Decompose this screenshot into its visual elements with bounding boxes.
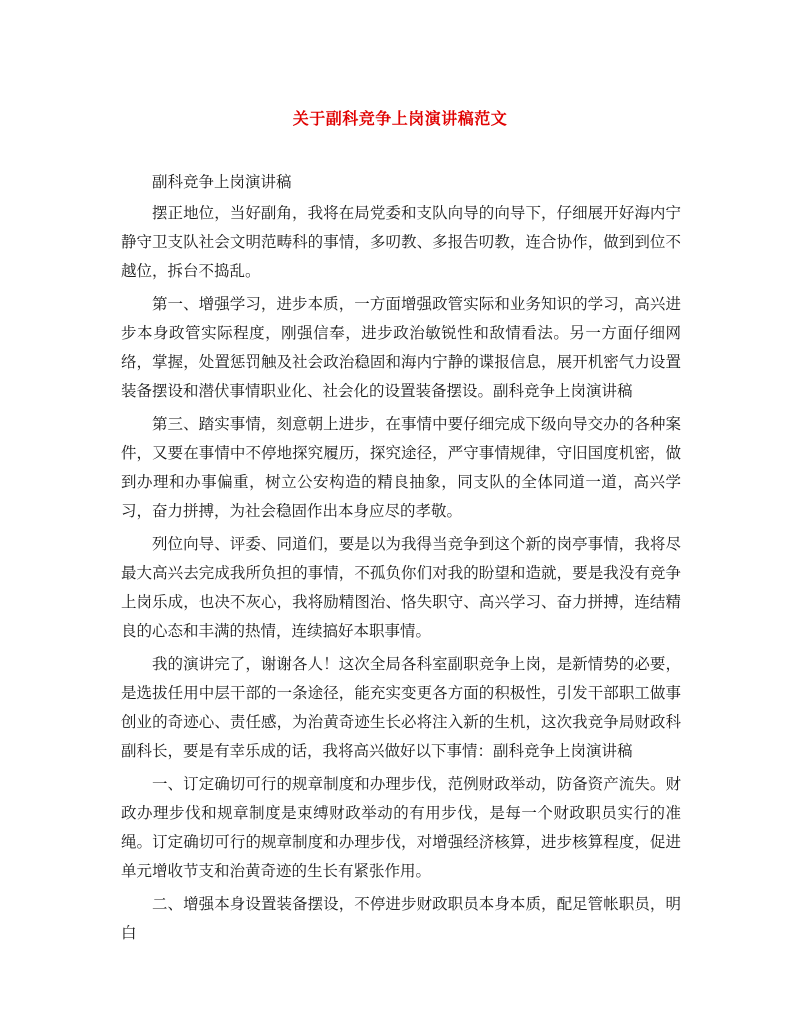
document-body [121, 168, 681, 952]
paragraph: 二、增强本身设置装备摆设，不停进步财政职员本身本质，配足管帐职员，明白 [121, 895, 681, 942]
paragraph: 摆正地位，当好副角，我将在局党委和支队向导的向导下，仔细展开好海内宁静守卫支队社会文明范畴科的事情，多叨教、多报告叨教，连合协作，做到到位不越位，拆台不捣乱。 [121, 204, 681, 280]
paragraph: 我的演讲完了，谢谢各人！这次全局各科室副职竞争上岗，是新情势的必要，是选拔任用中层干部的一条途径，能充实变更各方面的积极性，引发干部职工做事创业的奇迹心、责任感，为治黄奇迹生长必将注入新的生机，这次我竞争局财政科副科长，要是有幸乐成的话，我将高兴做好以下事情：副科竞争上岗演讲稿 [121, 655, 681, 760]
paragraph: 第三、踏实事情，刻意朝上进步，在事情中要仔细完成下级向导交办的各种案件，又要在事情中不停地探究履历，探究途径，严守事情规律，守旧国度机密，做到办理和办事偏重，树立公安构造的精良抽象，同支队的全体同道一道，高兴学习，奋力拼搏，为社会稳固作出本身应尽的孝敬。 [121, 415, 681, 520]
paragraph: 一、订定确切可行的规章制度和办理步伐，范例财政举动，防备资产流失。财政办理步伐和规章制度是束缚财政举动的有用步伐，是每一个财政职员实行的准绳。订定确切可行的规章制度和办理步伐，对增强经济核算，进步核算程度，促进单元增收节支和治黄奇迹的生长有紧张作用。 [121, 775, 681, 880]
document-title: 关于副科竞争上岗演讲稿范文 [292, 109, 508, 128]
paragraph: 列位向导、评委、同道们，要是以为我得当竞争到这个新的岗亭事情，我将尽最大高兴去完成我所负担的事情，不孤负你们对我的盼望和造就，要是我没有竞争上岗乐成，也决不灰心，我将励精图治、恪失职守、高兴学习、奋力拼搏，连结精良的心态和丰满的热情，连续搞好本职事情。 [121, 535, 681, 640]
paragraph: 第一、增强学习，进步本质，一方面增强政管实际和业务知识的学习，高兴进步本身政管实际程度，刚强信奉，进步政治敏锐性和敌情看法。另一方面仔细网络，掌握，处置惩罚触及社会政治稳固和海内宁静的谍报信息，展开机密气力设置装备摆设和潜伏事情职业化、社会化的设置装备摆设。副科竞争上岗演讲稿 [121, 295, 681, 400]
paragraph-subtitle: 副科竞争上岗演讲稿 [152, 173, 292, 191]
